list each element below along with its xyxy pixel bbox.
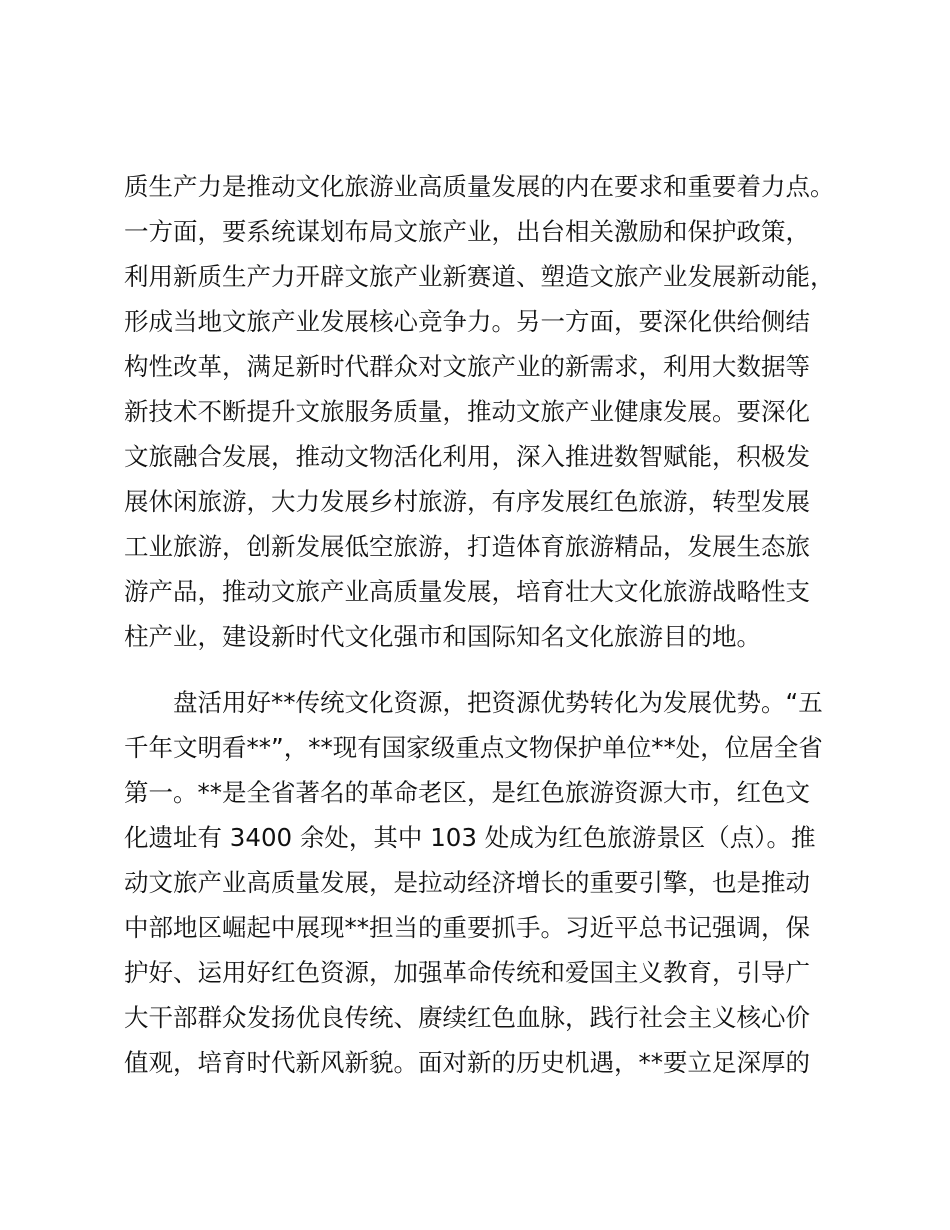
text-line: 化遗址有 3400 余处，其中 103 处成为红色旅游景区（点）。推 [124,823,816,852]
text-line: 护好、运用好红色资源，加强革命传统和爱国主义教育，引导广 [124,958,810,987]
text-line: 中部地区崛起中展现**担当的重要抓手。习近平总书记强调，保 [124,913,810,942]
paragraph-2 [124,680,864,1085]
text-line: 形成当地文旅产业发展核心竞争力。另一方面，要深化供给侧结 [124,307,810,336]
text-line: 盘活用好**传统文化资源，把资源优势转化为发展优势。“五 [124,688,823,717]
document-body [124,164,864,1085]
paragraph-1 [124,164,864,659]
text-line: 利用新质生产力开辟文旅产业新赛道、塑造文旅产业发展新动能， [124,262,835,291]
text-line: 质生产力是推动文化旅游业高质量发展的内在要求和重要着力点。 [124,172,835,201]
text-line: 文旅融合发展，推动文物活化利用，深入推进数智赋能，积极发 [124,442,810,471]
text-line: 新技术不断提升文旅服务质量，推动文旅产业健康发展。要深化 [124,397,810,426]
text-line: 工业旅游，创新发展低空旅游，打造体育旅游精品，发展生态旅 [124,532,810,561]
text-line: 游产品，推动文旅产业高质量发展，培育壮大文化旅游战略性支 [124,577,810,606]
text-line: 柱产业，建设新时代文化强市和国际知名文化旅游目的地。 [124,622,761,651]
paragraph-spacing [124,659,864,680]
text-line: 值观，培育时代新风新貌。面对新的历史机遇，**要立足深厚的 [124,1048,810,1077]
text-line: 第一。**是全省著名的革命老区，是红色旅游资源大市，红色文 [124,778,810,807]
text-line: 一方面，要系统谋划布局文旅产业，出台相关激励和保护政策， [124,217,810,246]
text-line: 展休闲旅游，大力发展乡村旅游，有序发展红色旅游，转型发展 [124,487,810,516]
text-line: 构性改革，满足新时代群众对文旅产业的新需求，利用大数据等 [124,352,810,381]
text-line: 大干部群众发扬优良传统、赓续红色血脉，践行社会主义核心价 [124,1003,810,1032]
text-line: 千年文明看**”，**现有国家级重点文物保护单位**处，位居全省 [124,733,823,762]
text-line: 动文旅产业高质量发展，是拉动经济增长的重要引擎，也是推动 [124,868,810,897]
